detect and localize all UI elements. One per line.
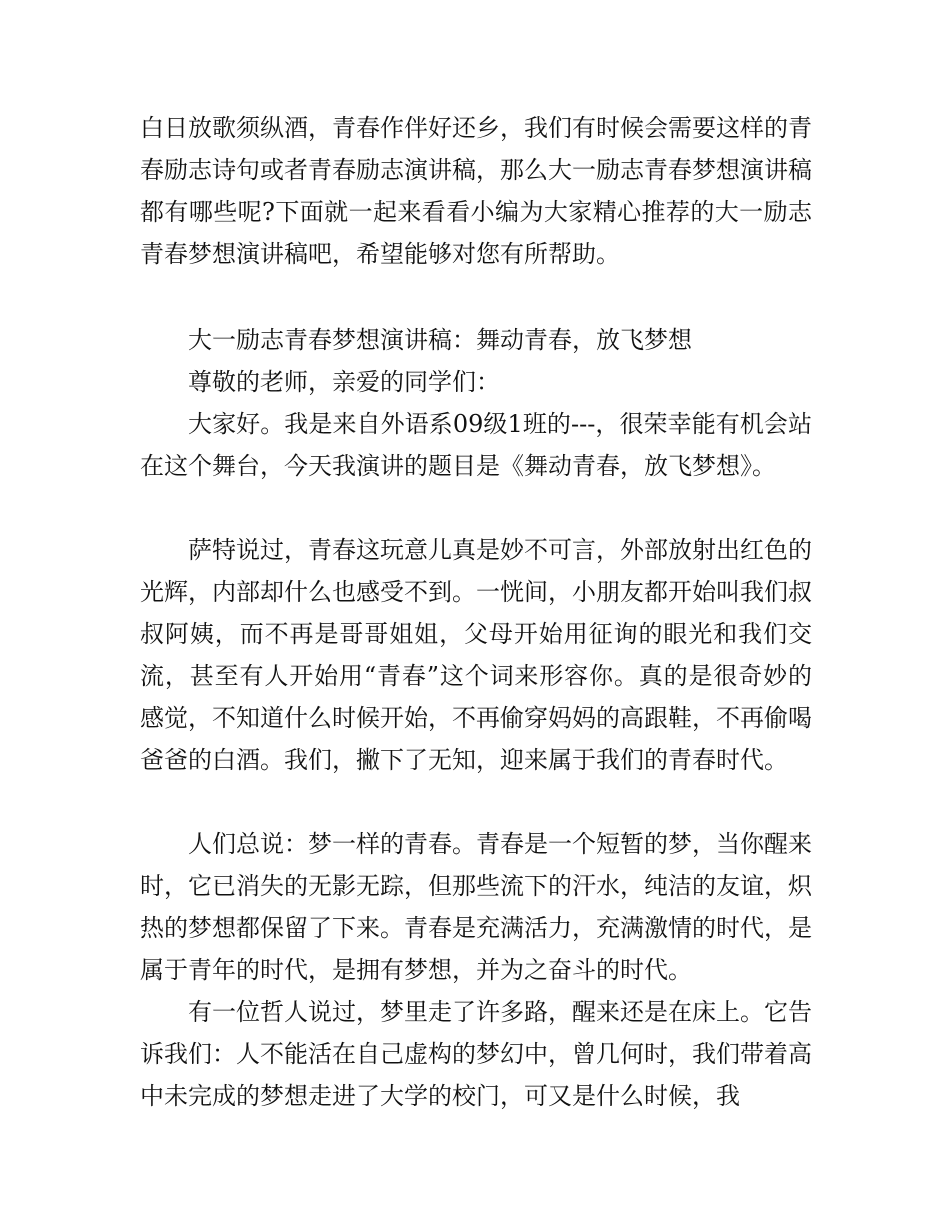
body-paragraph: 萨特说过，青春这玩意儿真是妙不可言，外部放射出红色的光辉，内部却什么也感受不到。一恍间，小朋友都开始叫我们叔叔阿姨，而不再是哥哥姐姐，父母开始用征询的眼光和我们交流，甚至有人开始用“青春”这个词来形容你。真的是很奇妙的感觉，不知道什么时候开始，不再偷穿妈妈的高跟鞋，不再偷喝爸爸的白酒。我们，撇下了无知，迎来属于我们的青春时代。 [140,536,812,774]
greeting-line: 尊敬的老师，亲爱的同学们： [188,368,500,396]
speech-title: 大一励志青春梦想演讲稿：舞动青春，放飞梦想 [188,326,692,354]
intro-paragraph: 白日放歌须纵酒，青春作伴好还乡，我们有时候会需要这样的青春励志诗句或者青春励志演讲稿，那么大一励志青春梦想演讲稿都有哪些呢?下面就一起来看看小编为大家精心推荐的大一励志青春梦想演讲稿吧，希望能够对您有所帮助。 [140,114,812,268]
body-paragraph: 人们总说：梦一样的青春。青春是一个短暂的梦，当你醒来时，它已消失的无影无踪，但那些流下的汗水，纯洁的友谊，炽热的梦想都保留了下来。青春是充满活力，充满激情的时代，是属于青年的时代，是拥有梦想，并为之奋斗的时代。 [140,830,812,984]
body-paragraph: 大家好。我是来自外语系09级1班的---，很荣幸能有机会站在这个舞台，今天我演讲的题目是《舞动青春，放飞梦想》。 [140,410,812,480]
body-paragraph: 有一位哲人说过，梦里走了许多路，醒来还是在床上。它告诉我们：人不能活在自己虚构的梦幻中，曾几何时，我们带着高中未完成的梦想走进了大学的校门，可又是什么时候，我 [140,998,812,1110]
